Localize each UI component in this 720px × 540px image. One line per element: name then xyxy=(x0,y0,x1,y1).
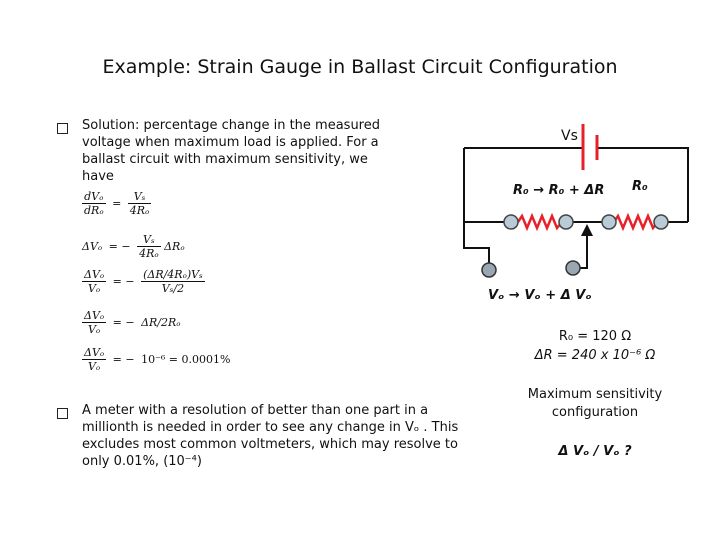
resistor-r0-icon xyxy=(614,216,658,228)
node-icon xyxy=(504,215,518,229)
bullet-line: millionth is needed in order to see any change in Vₒ . This xyxy=(82,420,459,435)
eq3-lhs-num: ΔVₒ xyxy=(84,268,105,281)
eq1-lhs-num: dVₒ xyxy=(82,190,106,204)
eq2-lhs: ΔVₒ xyxy=(82,240,103,253)
vo-label: Vₒ → Vₒ + Δ Vₒ xyxy=(488,288,592,303)
node-icon xyxy=(602,215,616,229)
resistor-gauge-icon xyxy=(518,216,562,228)
bullet-line: voltage when maximum load is applied. For a xyxy=(82,135,379,150)
eq5-rhs: 10⁻⁶ = 0.0001% xyxy=(141,353,231,366)
slide-title: Example: Strain Gauge in Ballast Circuit Configuration xyxy=(102,56,618,78)
equation-4: $\frac{\text{ΔVₒ}}{\text{Vₒ}}$ = − ΔR/2Rₒ xyxy=(84,309,181,336)
question-note: Δ Vₒ / Vₒ ? xyxy=(558,444,632,459)
bullet-line: A meter with a resolution of better than one part in a xyxy=(82,403,429,418)
eq4-rhs: ΔR/2Rₒ xyxy=(141,316,181,329)
eq2-rhs-den: 4Rₒ xyxy=(139,247,159,260)
eq1-rhs-num: Vₛ xyxy=(128,190,152,204)
eq5-lhs-num: ΔVₒ xyxy=(84,346,105,359)
terminal-left-icon xyxy=(482,263,496,277)
equation-3: $\frac{\text{ΔVₒ}}{\text{Vₒ}}$ = − $\frac{\text{(ΔR/4Rₒ)Vₛ}}{\text{Vₛ/2}}$ xyxy=(84,268,203,295)
bullet-line: have xyxy=(82,169,114,184)
vs-label: Vs xyxy=(561,128,578,144)
eq3-rhs-den: Vₛ/2 xyxy=(161,282,185,295)
wire-left-bottom xyxy=(464,222,489,266)
bullet-lead: Solution: xyxy=(82,118,140,133)
r0-value-note: R₀ = 120 Ω xyxy=(558,329,632,344)
bullet-line: percentage change in the measured xyxy=(139,118,380,133)
eq1-rhs-den: 4Rₒ xyxy=(129,204,150,217)
eq5-lhs-den: Vₒ xyxy=(87,360,101,373)
eq2-rhs-num: Vₛ xyxy=(137,233,161,247)
eq4-lhs-den: Vₒ xyxy=(87,323,101,336)
gauge-resistor-label: R₀ → R₀ + ΔR xyxy=(513,183,605,198)
eq3-rhs-num: (ΔR/4Rₒ)Vₛ xyxy=(143,268,203,281)
equation-5: $\frac{\text{ΔVₒ}}{\text{Vₒ}}$ = − 10⁻⁶ = 0.0001% xyxy=(84,346,231,373)
sensitivity-note-line2: configuration xyxy=(551,405,639,420)
dr-value-note: ΔR = 240 x 10⁻⁶ Ω xyxy=(534,348,656,363)
eq4-lhs-num: ΔVₒ xyxy=(84,309,105,322)
terminal-right-icon xyxy=(566,261,580,275)
sensitivity-note-line1: Maximum sensitivity xyxy=(527,387,663,402)
node-icon xyxy=(559,215,573,229)
bullet-line: ballast circuit with maximum sensitivity, we xyxy=(82,152,368,167)
eq2-tail: ΔRₒ xyxy=(164,240,185,253)
bullet-line: only 0.01%, (10⁻⁴) xyxy=(82,454,202,469)
r0-label: R₀ xyxy=(632,179,648,194)
bullet-line: excludes most common voltmeters, which may resolve to xyxy=(82,437,458,452)
equation-2: ΔVₒ = − $\frac{\text{Vₛ}}{\text{4Rₒ}}$ ΔRₒ xyxy=(82,233,185,260)
node-icon xyxy=(654,215,668,229)
equation-1: $\frac{\text{dVₒ}}{\text{dRₒ}}$ = $\frac{\text{Vₛ}}{\text{4Rₒ}}$ xyxy=(84,190,150,217)
eq3-lhs-den: Vₒ xyxy=(87,282,101,295)
tap-arrow-icon xyxy=(581,224,593,236)
eq1-lhs-den: dRₒ xyxy=(84,204,104,217)
